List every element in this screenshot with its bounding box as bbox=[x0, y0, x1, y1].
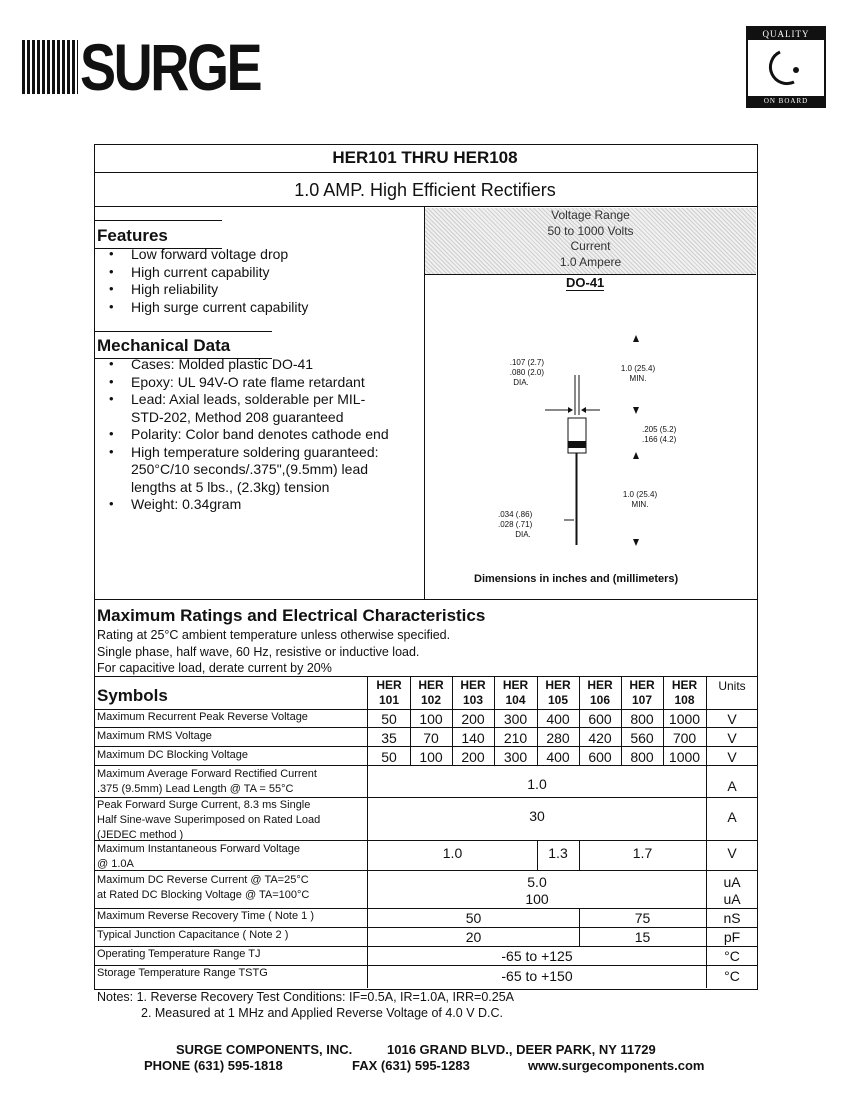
table-cell: 1.0 bbox=[527, 776, 547, 792]
table-cell: -65 to +125 bbox=[501, 948, 573, 964]
quality-bottom-text: ON BOARD bbox=[748, 96, 824, 106]
table-cell: 700 bbox=[672, 730, 697, 746]
table-cell: 35 bbox=[381, 730, 397, 746]
mechanical-heading: Mechanical Data bbox=[97, 336, 231, 355]
quality-top-text: QUALITY bbox=[748, 28, 824, 40]
table-cell: 1.3 bbox=[548, 845, 568, 861]
col-bottom: 107 bbox=[631, 693, 653, 707]
table-cell: 1.0 bbox=[442, 845, 463, 861]
col-bottom: 105 bbox=[547, 693, 569, 707]
list-item: • High temperature soldering guaranteed: bbox=[131, 444, 389, 462]
row-label-vrrm: Maximum Recurrent Peak Reverse Voltage bbox=[97, 711, 308, 723]
table-cell: 200 bbox=[461, 749, 485, 765]
dim-text: 1.0 (25.4) bbox=[622, 490, 658, 499]
table-cell: 420 bbox=[588, 730, 612, 746]
label-line: Maximum Average Forward Rectified Current bbox=[97, 768, 317, 780]
table-cell: 800 bbox=[630, 711, 654, 727]
list-item: • Cases: Molded plastic DO-41 bbox=[131, 356, 389, 374]
table-cell: 800 bbox=[630, 749, 654, 765]
label-line: .375 (9.5mm) Lead Length @ TA = 55°C bbox=[97, 783, 294, 795]
dim-length-bottom bbox=[612, 490, 668, 510]
unit-cell: nS bbox=[723, 910, 741, 926]
unit-cell: uA bbox=[723, 874, 741, 890]
table-cell: 600 bbox=[588, 711, 612, 727]
unit-cell: A bbox=[727, 778, 737, 794]
unit-cell: V bbox=[727, 845, 737, 861]
table-cell: -65 to +150 bbox=[501, 968, 573, 984]
row-label-cj: Typical Junction Capacitance ( Note 2 ) bbox=[97, 929, 289, 941]
ratings-summary-box bbox=[425, 208, 756, 274]
note-text: Rating at 25°C ambient temperature unless otherwise specified. bbox=[97, 628, 451, 642]
note-text: Single phase, half wave, 60 Hz, resistive or inductive load. bbox=[97, 644, 420, 659]
voltage-range-label: Voltage Range bbox=[551, 208, 630, 222]
part-title: HER101 THRU HER108 bbox=[332, 148, 518, 167]
col-top: HER bbox=[545, 678, 571, 692]
dim-text: .080 (2.0) bbox=[509, 368, 544, 377]
list-item: • Epoxy: UL 94V-O rate flame retardant bbox=[131, 374, 389, 392]
row-label-if bbox=[97, 767, 317, 797]
note-2: 2. Measured at 1 MHz and Applied Reverse Voltage of 4.0 V D.C. bbox=[141, 1006, 504, 1020]
note-1: Notes: 1. Reverse Recovery Test Conditions: IF=0.5A, IR=1.0A, IRR=0.25A bbox=[97, 990, 514, 1004]
table-cell: 200 bbox=[461, 711, 485, 727]
col-header bbox=[452, 678, 494, 708]
surge-logo bbox=[22, 30, 300, 104]
row-label-vdc: Maximum DC Blocking Voltage bbox=[97, 749, 249, 761]
dim-text: .107 (2.7) bbox=[509, 358, 544, 367]
list-item: • High reliability bbox=[131, 281, 308, 299]
col-top: HER bbox=[629, 678, 655, 692]
logo-text: SURGE bbox=[80, 30, 261, 104]
mechanical-list bbox=[109, 356, 389, 514]
table-cell: 75 bbox=[634, 910, 651, 926]
row-label-vrms: Maximum RMS Voltage bbox=[97, 730, 212, 742]
unit-cell: V bbox=[727, 749, 737, 765]
logo-bars bbox=[22, 40, 78, 94]
table-cell: 1000 bbox=[668, 711, 701, 727]
col-top: HER bbox=[671, 678, 698, 692]
unit-cell: pF bbox=[723, 929, 741, 945]
list-item: 250°C/10 seconds/.375",(9.5mm) lead bbox=[131, 461, 369, 477]
list-item: • Polarity: Color band denotes cathode end bbox=[131, 426, 389, 444]
note-text: For capacitive load, derate current by 20% bbox=[97, 661, 332, 675]
list-item: STD-202, Method 208 guaranteed bbox=[131, 408, 344, 425]
col-header bbox=[494, 678, 537, 708]
dim-body bbox=[642, 425, 702, 445]
dim-text: .034 (.86) bbox=[498, 510, 533, 519]
current-label: Current bbox=[570, 239, 611, 253]
label-line: Peak Forward Surge Current, 8.3 ms Single bbox=[97, 799, 311, 811]
label-line: (JEDEC method ) bbox=[97, 829, 184, 841]
dim-text: .205 (5.2) bbox=[642, 425, 677, 434]
table-cell: 30 bbox=[529, 808, 545, 824]
list-item: • High surge current capability bbox=[131, 299, 308, 317]
unit-cell: °C bbox=[724, 948, 740, 964]
col-header bbox=[621, 678, 663, 708]
label-line: at Rated DC Blocking Voltage @ TA=100°C bbox=[97, 889, 310, 901]
row-label-trr: Maximum Reverse Recovery Time ( Note 1 ) bbox=[97, 910, 314, 922]
label-line: Maximum DC Reverse Current @ TA=25°C bbox=[97, 874, 309, 886]
unit-cell: V bbox=[727, 730, 737, 746]
table-cell: 15 bbox=[634, 929, 651, 945]
dim-lead-dia bbox=[498, 358, 544, 388]
quality-logo-icon bbox=[758, 42, 814, 92]
symbols-header: Symbols bbox=[97, 686, 168, 705]
package-name: DO-41 bbox=[566, 275, 605, 290]
list-item: • Weight: 0.34gram bbox=[131, 496, 389, 514]
table-cell: 560 bbox=[630, 730, 654, 746]
table-cell: 300 bbox=[503, 711, 528, 727]
table-cell: 100 bbox=[419, 749, 443, 765]
characteristics-heading: Maximum Ratings and Electrical Characteristics bbox=[97, 606, 486, 625]
col-header bbox=[663, 678, 706, 708]
dim-text: MIN. bbox=[629, 374, 647, 383]
unit-cell: A bbox=[727, 809, 737, 825]
col-bottom: 101 bbox=[378, 693, 400, 707]
row-label-ir bbox=[97, 873, 309, 903]
table-cell: 20 bbox=[465, 929, 482, 945]
unit-cell: V bbox=[727, 711, 737, 727]
row-label-ifsm bbox=[97, 798, 320, 843]
col-top: HER bbox=[376, 678, 402, 692]
dim-wire-dia bbox=[498, 510, 548, 540]
table-cell: 1.7 bbox=[632, 845, 653, 861]
table-cell: 70 bbox=[423, 730, 439, 746]
dim-text: MIN. bbox=[631, 500, 649, 509]
current-value: 1.0 Ampere bbox=[559, 254, 622, 269]
col-top: HER bbox=[460, 678, 486, 692]
table-cell: 100 bbox=[525, 891, 549, 907]
footer-address: 1016 GRAND BLVD., DEER PARK, NY 11729 bbox=[387, 1042, 656, 1057]
col-bottom: 108 bbox=[674, 693, 695, 707]
footer-phone: PHONE (631) 595-1818 bbox=[144, 1058, 283, 1073]
dim-text: .028 (.71) bbox=[498, 520, 533, 529]
table-cell: 300 bbox=[503, 749, 528, 765]
col-top: HER bbox=[587, 678, 613, 692]
table-cell: 210 bbox=[503, 730, 528, 746]
col-bottom: 104 bbox=[505, 693, 526, 707]
table-cell: 280 bbox=[546, 730, 570, 746]
dim-text: DIA. bbox=[513, 378, 529, 387]
list-item: • Lead: Axial leads, solderable per MIL- bbox=[131, 391, 389, 409]
label-line: Half Sine-wave Superimposed on Rated Load bbox=[97, 814, 321, 826]
features-list bbox=[109, 246, 308, 316]
col-header bbox=[579, 678, 621, 708]
characteristics-notes bbox=[97, 627, 450, 677]
features-heading: Features bbox=[97, 226, 168, 245]
table-cell: 600 bbox=[588, 749, 612, 765]
footer-company: SURGE COMPONENTS, INC. bbox=[176, 1042, 353, 1057]
table-cell: 50 bbox=[381, 749, 397, 765]
table-cell: 50 bbox=[381, 711, 397, 727]
table-cell: 5.0 bbox=[527, 874, 547, 890]
units-header: Units bbox=[718, 679, 746, 693]
list-item: • High current capability bbox=[131, 264, 308, 282]
label-line: @ 1.0A bbox=[97, 858, 134, 870]
row-label-tj: Operating Temperature Range TJ bbox=[97, 948, 261, 960]
row-label-tstg: Storage Temperature Range TSTG bbox=[97, 967, 268, 979]
unit-cell: °C bbox=[724, 968, 740, 984]
label-line: Maximum Instantaneous Forward Voltage bbox=[97, 843, 300, 855]
col-header bbox=[368, 678, 410, 708]
product-description: 1.0 AMP. High Efficient Rectifiers bbox=[294, 180, 556, 200]
footer-website-link[interactable]: www.surgecomponents.com bbox=[528, 1058, 705, 1073]
col-bottom: 106 bbox=[589, 693, 611, 707]
dim-length-top bbox=[610, 364, 666, 384]
dimensions-caption: Dimensions in inches and (millimeters) bbox=[474, 573, 679, 585]
row-label-vf bbox=[97, 842, 300, 872]
table-cell: 400 bbox=[546, 749, 570, 765]
table-cell: 50 bbox=[465, 910, 482, 926]
col-top: HER bbox=[418, 678, 444, 692]
col-header bbox=[410, 678, 452, 708]
list-item: • Low forward voltage drop bbox=[131, 246, 308, 264]
dim-text: .166 (4.2) bbox=[642, 435, 677, 444]
footer-fax: FAX (631) 595-1283 bbox=[352, 1058, 470, 1073]
dim-text: 1.0 (25.4) bbox=[620, 364, 656, 373]
table-cell: 140 bbox=[461, 730, 485, 746]
voltage-range-value: 50 to 1000 Volts bbox=[547, 223, 634, 238]
col-bottom: 102 bbox=[420, 693, 442, 707]
col-header bbox=[537, 678, 579, 708]
dim-text: DIA. bbox=[515, 530, 531, 539]
unit-cell: uA bbox=[723, 891, 741, 907]
table-cell: 1000 bbox=[668, 749, 701, 765]
list-item: lengths at 5 lbs., (2.3kg) tension bbox=[131, 478, 330, 495]
quality-badge bbox=[746, 26, 826, 108]
table-cell: 100 bbox=[419, 711, 443, 727]
do41-package-drawing bbox=[540, 330, 650, 550]
table-cell: 400 bbox=[546, 711, 570, 727]
col-bottom: 103 bbox=[462, 693, 484, 707]
col-top: HER bbox=[502, 678, 529, 692]
